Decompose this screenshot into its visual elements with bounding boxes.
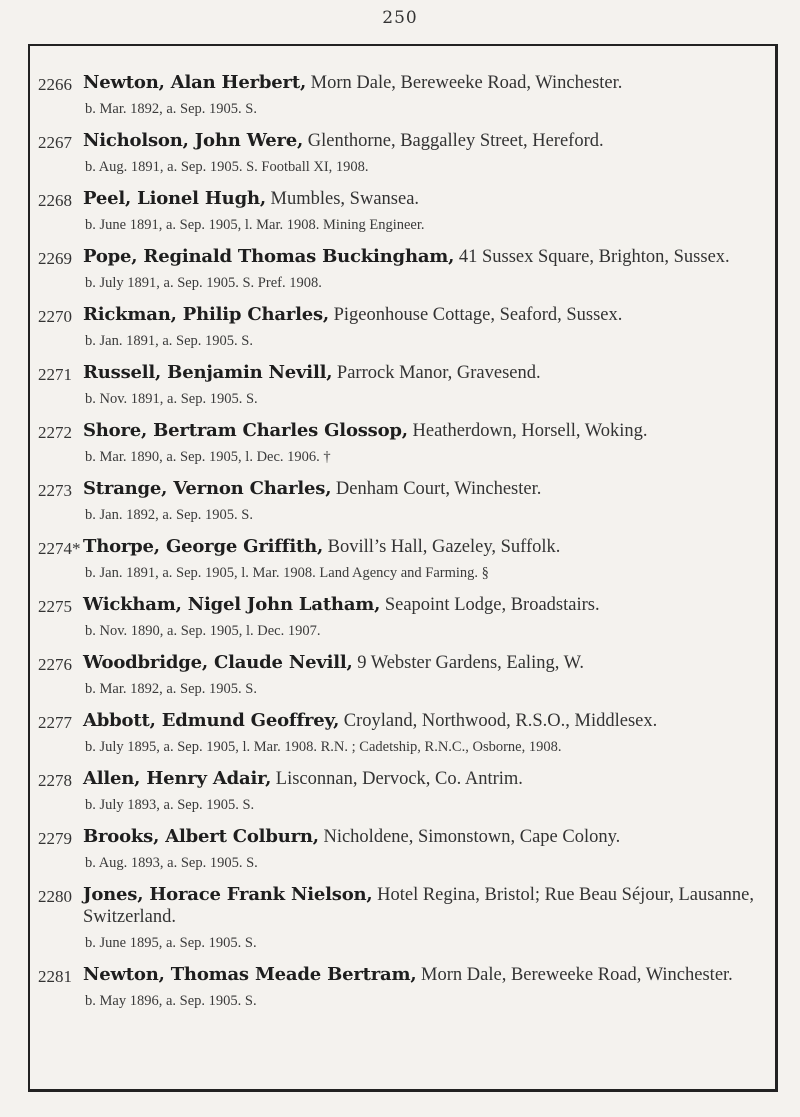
register-entry — [38, 768, 770, 814]
register-entry — [38, 362, 770, 408]
entry-address: 9 Webster Gardens, Ealing, W. — [352, 653, 585, 673]
entry-number: 2277 — [38, 713, 72, 732]
entry-details: b. Mar. 1892, a. Sep. 1905. S. — [85, 681, 257, 697]
register-entry — [38, 304, 770, 350]
entry-name: Pope, Reginald Thomas Buckingham, — [83, 246, 455, 267]
entry-address: Nicholdene, Simonstown, Cape Colony. — [318, 827, 621, 847]
entry-number: 2273 — [38, 481, 72, 500]
page-number: 250 — [382, 8, 418, 28]
entry-name: Shore, Bertram Charles Glossop, — [83, 420, 408, 441]
entry-name: Jones, Horace Frank Nielson, — [83, 884, 373, 905]
entry-details: b. Mar. 1892, a. Sep. 1905. S. — [85, 101, 257, 117]
register-entry — [38, 246, 770, 292]
entry-name: Russell, Benjamin Nevill, — [83, 362, 333, 383]
entry-name: Nicholson, John Were, — [83, 130, 304, 151]
entry-name: Newton, Alan Herbert, — [83, 72, 307, 93]
register-entry — [38, 72, 770, 118]
entry-number: 2272 — [38, 423, 72, 442]
entry-address: Heatherdown, Horsell, Woking. — [407, 421, 648, 441]
register-entry — [38, 478, 770, 524]
register-entries — [38, 72, 770, 1022]
entry-name: Allen, Henry Adair, — [83, 768, 272, 789]
register-entry — [38, 826, 770, 872]
entry-details: b. Jan. 1892, a. Sep. 1905. S. — [85, 507, 253, 523]
entry-details: b. Jan. 1891, a. Sep. 1905. S. — [85, 333, 253, 349]
entry-name: Strange, Vernon Charles, — [83, 478, 332, 499]
register-entry — [38, 964, 770, 1010]
register-entry — [38, 710, 770, 756]
entry-address: 41 Sussex Square, Brighton, Sussex. — [454, 247, 730, 267]
register-entry — [38, 594, 770, 640]
entry-number: 2271 — [38, 365, 72, 384]
entry-address: Lisconnan, Dervock, Co. Antrim. — [271, 769, 523, 789]
entry-number: 2268 — [38, 191, 72, 210]
entry-name: Abbott, Edmund Geoffrey, — [83, 710, 340, 731]
entry-address: Denham Court, Winchester. — [331, 479, 542, 499]
entry-number: 2276 — [38, 655, 72, 674]
entry-address: Seapoint Lodge, Broadstairs. — [380, 595, 600, 615]
register-entry — [38, 884, 770, 952]
entry-number: 2270 — [38, 307, 72, 326]
entry-details: b. Nov. 1890, a. Sep. 1905, l. Dec. 1907. — [85, 623, 321, 639]
entry-number: 2266 — [38, 75, 72, 94]
entry-name: Thorpe, George Griffith, — [83, 536, 324, 557]
register-entry — [38, 652, 770, 698]
entry-number: 2275 — [38, 597, 72, 616]
register-entry — [38, 536, 770, 582]
entry-number: 2274* — [38, 539, 81, 558]
register-entry — [38, 130, 770, 176]
entry-number: 2281 — [38, 967, 72, 986]
entry-address: Bovill’s Hall, Gazeley, Suffolk. — [323, 537, 561, 557]
entry-details: b. May 1896, a. Sep. 1905. S. — [85, 993, 257, 1009]
entry-address: Morn Dale, Bereweeke Road, Winchester. — [416, 965, 733, 985]
entry-details: b. Aug. 1893, a. Sep. 1905. S. — [85, 855, 258, 871]
entry-details: b. July 1891, a. Sep. 1905. S. Pref. 1908. — [85, 275, 322, 291]
entry-details: b. June 1891, a. Sep. 1905, l. Mar. 1908. Mining Engineer. — [85, 217, 425, 233]
entry-details: b. July 1895, a. Sep. 1905, l. Mar. 1908. R.N. ; Cadetship, R.N.C., Osborne, 1908. — [85, 739, 562, 755]
entry-details: b. Aug. 1891, a. Sep. 1905. S. Football XI, 1908. — [85, 159, 369, 175]
entry-details: b. July 1893, a. Sep. 1905. S. — [85, 797, 255, 813]
entry-name: Woodbridge, Claude Nevill, — [83, 652, 353, 673]
entry-name: Rickman, Philip Charles, — [83, 304, 329, 325]
entry-details: b. June 1895, a. Sep. 1905. S. — [85, 935, 257, 951]
entry-address: Mumbles, Swansea. — [265, 189, 420, 209]
entry-details: b. Nov. 1891, a. Sep. 1905. S. — [85, 391, 258, 407]
entry-details: b. Jan. 1891, a. Sep. 1905, l. Mar. 1908. Land Agency and Farming. § — [85, 565, 489, 581]
entry-address: Morn Dale, Bereweeke Road, Winchester. — [306, 73, 623, 93]
entry-number: 2279 — [38, 829, 72, 848]
entry-name: Peel, Lionel Hugh, — [83, 188, 266, 209]
register-entry — [38, 188, 770, 234]
entry-address: Croyland, Northwood, R.S.O., Middlesex. — [339, 711, 658, 731]
entry-address: Parrock Manor, Gravesend. — [332, 363, 541, 383]
entry-address: Pigeonhouse Cottage, Seaford, Sussex. — [329, 305, 623, 325]
entry-number: 2278 — [38, 771, 72, 790]
entry-details: b. Mar. 1890, a. Sep. 1905, l. Dec. 1906. † — [85, 449, 331, 465]
entry-name: Newton, Thomas Meade Bertram, — [83, 964, 417, 985]
entry-number: 2267 — [38, 133, 72, 152]
register-entry — [38, 420, 770, 466]
entry-number: 2280 — [38, 887, 72, 906]
entry-name: Wickham, Nigel John Latham, — [83, 594, 381, 615]
entry-number: 2269 — [38, 249, 72, 268]
entry-address: Hotel Regina, Bristol; Rue Beau Séjour, Lausanne, Switzerland. — [83, 885, 755, 927]
entry-address: Glenthorne, Baggalley Street, Hereford. — [303, 131, 604, 151]
entry-name: Brooks, Albert Colburn, — [83, 826, 319, 847]
